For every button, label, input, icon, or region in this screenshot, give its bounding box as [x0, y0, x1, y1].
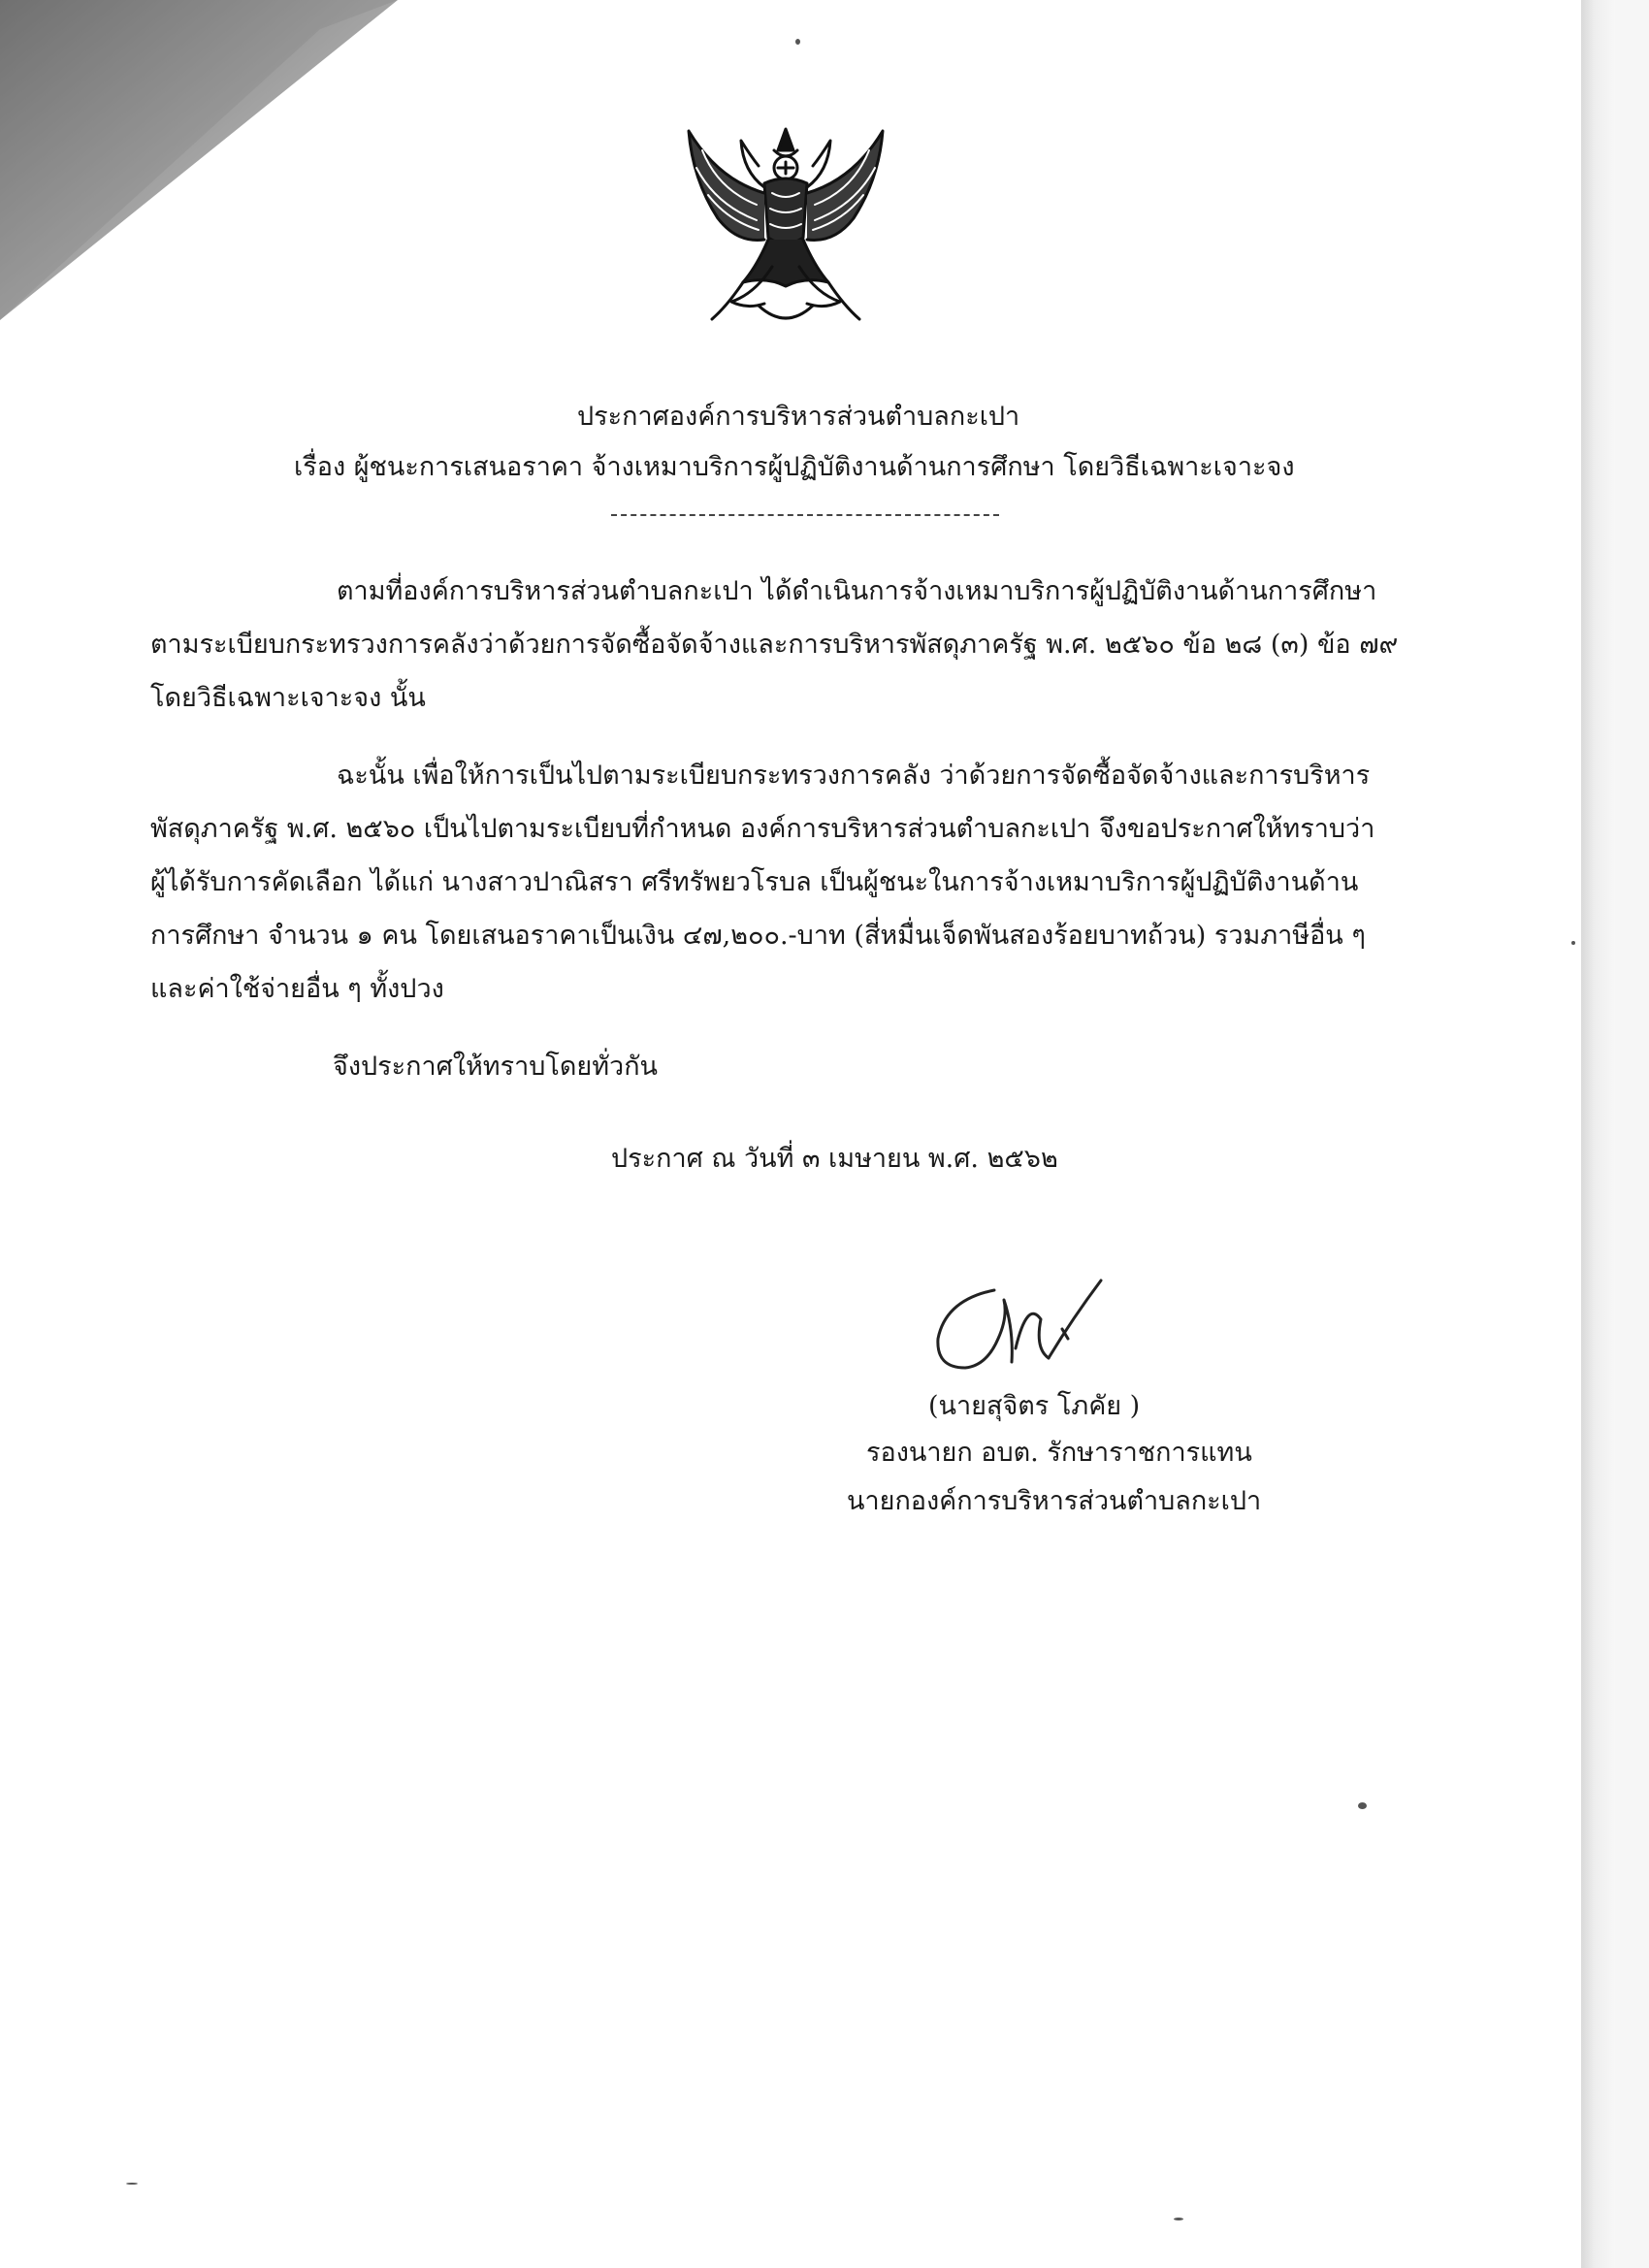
paragraph1-line: ตามที่องค์การบริหารส่วนตำบลกะเปา ได้ดำเนินการจ้างเหมาบริการผู้ปฏิบัติงานด้านการศึกษา	[337, 576, 1377, 606]
paragraph2-line: ฉะนั้น เพื่อให้การเป็นไปตามระเบียบกระทรวงการคลัง ว่าด้วยการจัดซื้อจัดจ้างและการบริหาร	[337, 761, 1371, 791]
scan-speck	[1358, 1802, 1367, 1809]
closing-statement: จึงประกาศให้ทราบโดยทั่วกัน	[333, 1052, 658, 1082]
scan-speck	[1571, 941, 1575, 945]
handwritten-signature	[926, 1261, 1120, 1387]
dashed-separator	[611, 514, 999, 516]
signer-organization-title: นายกองค์การบริหารส่วนตำบลกะเปา	[847, 1486, 1262, 1516]
paragraph2-line: พัสดุภาครัฐ พ.ศ. ๒๕๖๐ เป็นไปตามระเบียบที่กำหนด องค์การบริหารส่วนตำบลกะเปา จึงขอประกาศให้ทราบว่า	[150, 814, 1375, 844]
paragraph1-line: ตามระเบียบกระทรวงการคลังว่าด้วยการจัดซื้อจัดจ้างและการบริหารพัสดุภาครัฐ พ.ศ. ๒๕๖๐ ข้อ ๒๘ (๓) ข้อ ๗๙	[150, 630, 1399, 660]
scan-speck	[795, 39, 800, 45]
scan-speck	[1174, 2218, 1183, 2220]
paragraph2-line: การศึกษา จำนวน ๑ คน โดยเสนอราคาเป็นเงิน ๔๗,๒๐๐.-บาท (สี่หมื่นเจ็ดพันสองร้อยบาทถ้วน) รวมภาษีอื่น ๆ	[150, 921, 1366, 951]
signer-name: (นายสุจิตร โภคัย )	[928, 1391, 1141, 1421]
paragraph2-line: ผู้ได้รับการคัดเลือก ได้แก่ นางสาวปาณิสรา ศรีทรัพยวโรบล เป็นผู้ชนะในการจ้างเหมาบริการผู้ปฏิบัติงานด้าน	[150, 867, 1359, 897]
signer-position: รองนายก อบต. รักษาราชการแทน	[866, 1438, 1252, 1468]
paragraph1-line: โดยวิธีเฉพาะเจาะจง นั้น	[150, 683, 426, 713]
garuda-emblem-icon	[650, 112, 922, 335]
scan-edge-shadow	[1581, 0, 1615, 2268]
document-subject: เรื่อง ผู้ชนะการเสนอราคา จ้างเหมาบริการผู้ปฏิบัติงานด้านการศึกษา โดยวิธีเฉพาะเจาะจง	[294, 452, 1295, 482]
document-title: ประกาศองค์การบริหารส่วนตำบลกะเปา	[577, 402, 1020, 432]
paragraph2-line: และค่าใช้จ่ายอื่น ๆ ทั้งปวง	[150, 974, 444, 1004]
scan-speck	[126, 2183, 138, 2185]
folded-corner	[0, 0, 407, 330]
announcement-date: ประกาศ ณ วันที่ ๓ เมษายน พ.ศ. ๒๕๖๒	[611, 1144, 1058, 1174]
